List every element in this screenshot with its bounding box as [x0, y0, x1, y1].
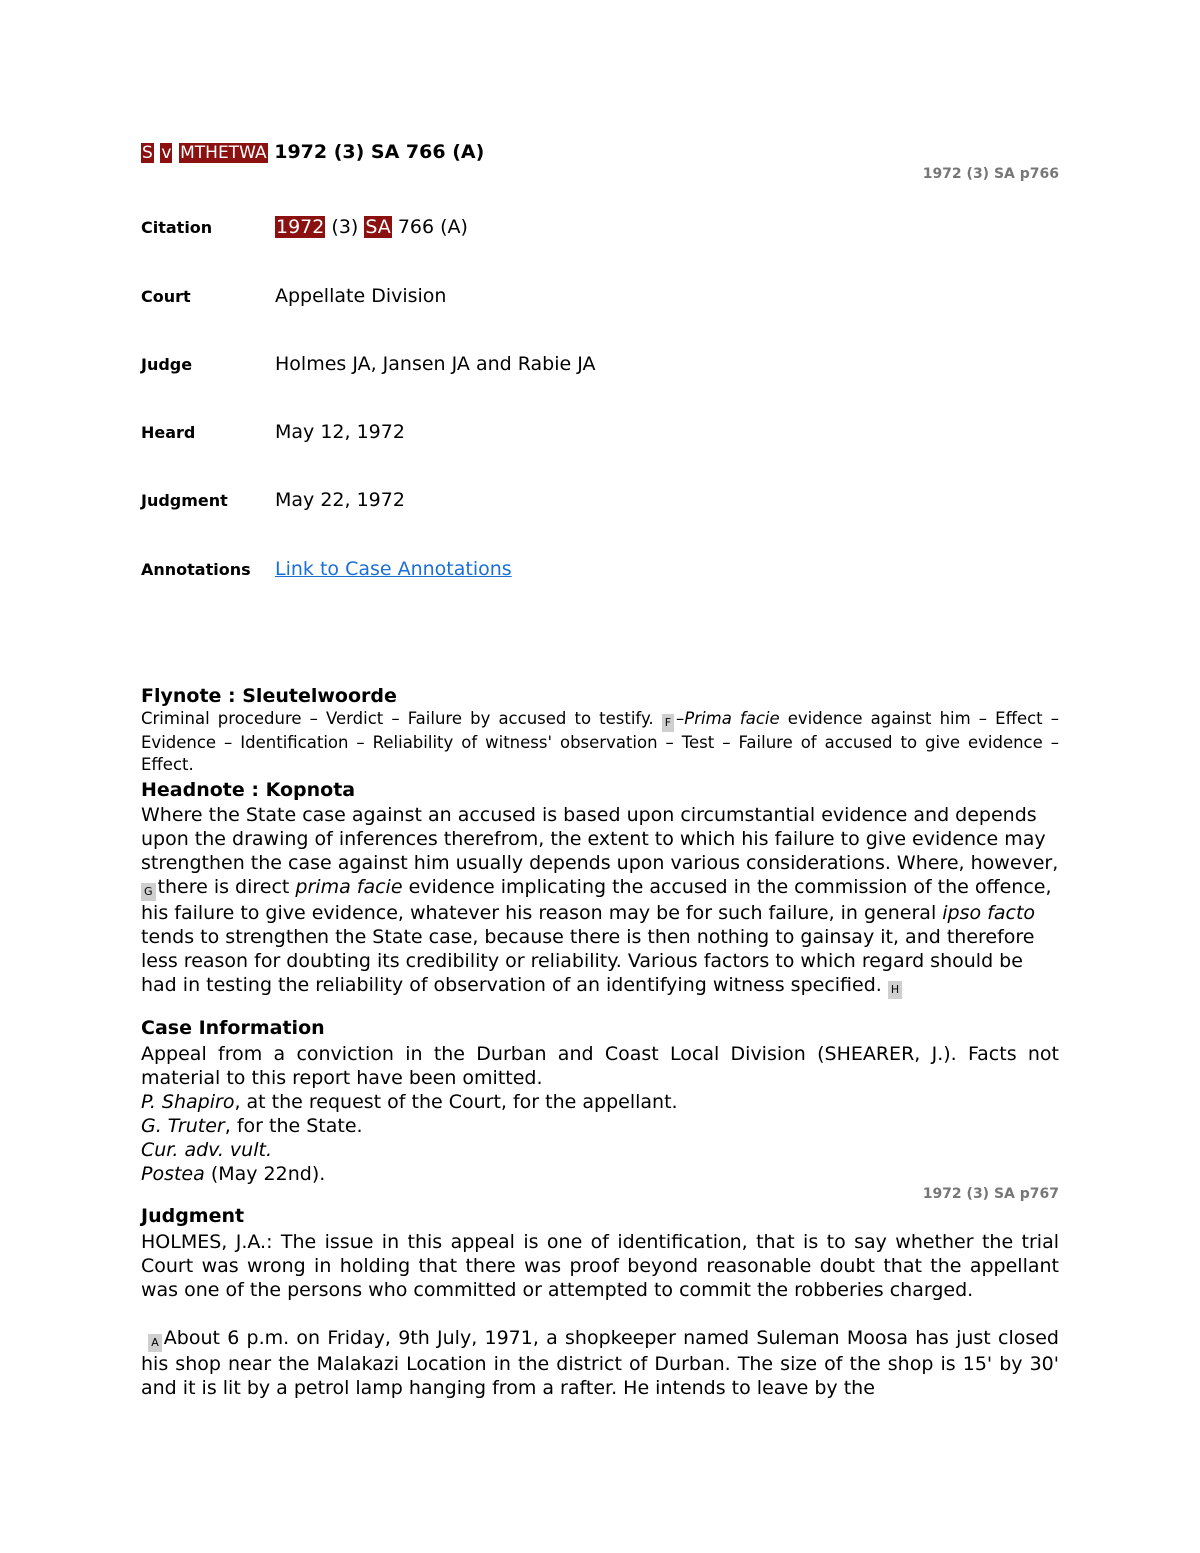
flynote-italic: Prima facie — [684, 709, 780, 728]
case-annotations-link[interactable]: Link to Case Annotations — [275, 558, 512, 580]
judgment-paragraph-1 — [141, 1230, 1059, 1302]
flynote-text — [141, 708, 1059, 776]
title-citation: 1972 (3) SA 766 (A) — [274, 141, 485, 163]
annotations-label: Annotations — [141, 560, 251, 579]
counsel-state — [141, 1114, 1059, 1138]
court-value: Appellate Division — [275, 285, 447, 307]
headnote-italic-1: prima facie — [295, 876, 403, 898]
court-label: Court — [141, 287, 191, 306]
postea-date: (May 22nd). — [210, 1163, 326, 1185]
counsel-appellant-name: P. Shapiro — [141, 1091, 235, 1113]
judgment-date-value: May 22, 1972 — [275, 489, 405, 511]
citation-year-highlight: 1972 — [276, 216, 325, 238]
citation-page: 766 (A) — [397, 216, 468, 238]
headnote-text — [141, 803, 1059, 999]
headnote-part-2: there is direct — [157, 876, 290, 898]
postea-label: Postea — [141, 1163, 205, 1185]
margin-marker-a: A — [148, 1334, 162, 1352]
page-reference-767: 1972 (3) SA p767 — [922, 1186, 1059, 1202]
annotations-value — [275, 558, 512, 580]
citation-series-highlight: SA — [365, 216, 391, 238]
title-highlight-v: v — [161, 143, 172, 163]
case-info-description: Appeal from a conviction in the Durban and Coast Local Division (SHEARER, J.). Facts not material to this report have been omitted. — [141, 1043, 1059, 1089]
margin-marker-g: G — [141, 883, 156, 901]
counsel-state-name: G. Truter — [141, 1115, 225, 1137]
judgment-para-1-text: HOLMES, J.A.: The issue in this appeal is one of identification, that is to say whether the trial Court was wrong in holding that there was proof beyond reasonable doubt that the appellant was one of the persons who committed or attempted to commit the robberies charged. — [141, 1231, 1059, 1301]
margin-marker-h: H — [888, 981, 902, 999]
judgment-heading: Judgment — [141, 1205, 245, 1227]
flynote-dash: – — [676, 709, 685, 728]
headnote-part-3: evidence implicating the accused in the commission of the offence, his failure to give evidence, whatever his reason may be for such failure, in general — [141, 876, 1052, 924]
flynote-part-2: evidence against him – Effect – Evidence – Identification – Reliability of witness' observation – Test – Failure of accused to give evidence – Effect. — [141, 709, 1059, 774]
flynote-part-1: Criminal procedure – Verdict – Failure by accused to testify. — [141, 709, 654, 728]
headnote-heading: Headnote : Kopnota — [141, 779, 356, 801]
flynote-heading: Flynote : Sleutelwoorde — [141, 685, 397, 707]
counsel-state-role: , for the State. — [224, 1115, 363, 1137]
citation-value — [275, 216, 468, 238]
headnote-part-1: Where the State case against an accused is based upon circumstantial evidence and depends upon the drawing of inferences therefrom, the extent to which his failure to give evidence may strengthen the case against him usually depends upon various considerations. Where, however, — [141, 804, 1059, 874]
counsel-appellant-role: , at the request of the Court, for the appellant. — [234, 1091, 678, 1113]
heard-label: Heard — [141, 423, 196, 442]
case-title — [141, 141, 484, 163]
heard-value: May 12, 1972 — [275, 421, 405, 443]
judgment-paragraph-2 — [141, 1326, 1059, 1400]
judgment-para-2-text: About 6 p.m. on Friday, 9th July, 1971, a shopkeeper named Suleman Moosa has just closed his shop near the Malakazi Location in the district of Durban. The size of the shop is 15' by 30' and it is lit by a petrol lamp hanging from a rafter. He intends to leave by the — [141, 1327, 1059, 1399]
case-info-text — [141, 1042, 1059, 1090]
title-highlight-name: MTHETWA — [180, 143, 267, 163]
judge-label: Judge — [141, 355, 193, 374]
cur-adv-vult — [141, 1138, 1059, 1162]
citation-label: Citation — [141, 218, 213, 237]
cur-adv-vult-text: Cur. adv. vult. — [141, 1139, 272, 1161]
postea — [141, 1162, 1059, 1186]
margin-marker-f: F — [662, 714, 674, 732]
case-info-heading: Case Information — [141, 1017, 325, 1039]
counsel-appellant — [141, 1090, 1059, 1114]
citation-volume: (3) — [331, 216, 359, 238]
headnote-part-4: tends to strengthen the State case, because there is then nothing to gainsay it, and therefore less reason for doubting its credibility or reliability. Various factors to which regard should be had in testing the reliability of observation of an identifying witness specified. — [141, 926, 1035, 996]
title-highlight-s: S — [142, 143, 153, 163]
page-reference-766: 1972 (3) SA p766 — [922, 166, 1059, 182]
judgment-date-label: Judgment — [141, 491, 228, 510]
headnote-italic-2: ipso facto — [942, 902, 1036, 924]
judge-value: Holmes JA, Jansen JA and Rabie JA — [275, 353, 596, 375]
